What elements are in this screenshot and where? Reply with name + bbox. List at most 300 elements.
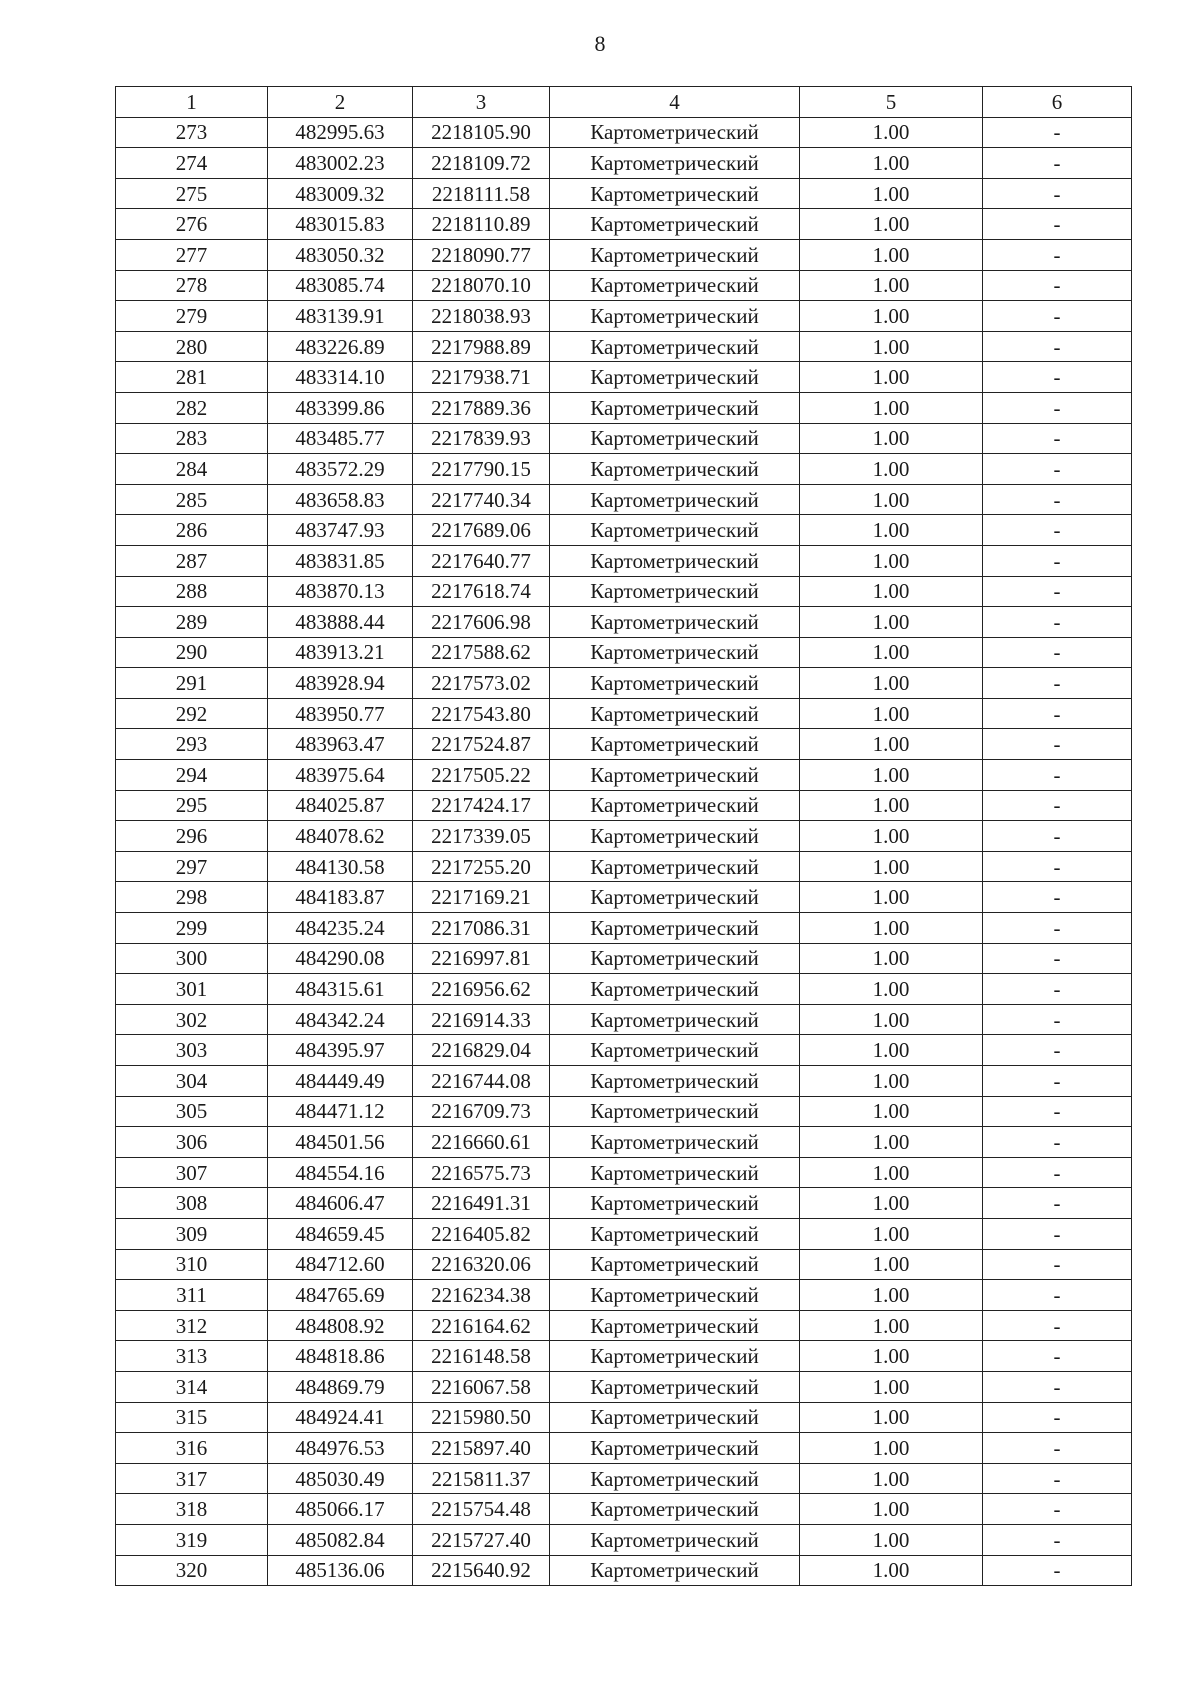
- method-cell: Картометрический: [550, 1494, 800, 1525]
- y-coordinate-cell: 2215754.48: [413, 1494, 550, 1525]
- method-cell: Картометрический: [550, 913, 800, 944]
- x-coordinate-cell: 484808.92: [268, 1310, 413, 1341]
- y-coordinate-cell: 2218070.10: [413, 270, 550, 301]
- note-cell: -: [983, 1433, 1132, 1464]
- table-body: [116, 117, 1132, 1586]
- note-cell: -: [983, 1524, 1132, 1555]
- note-cell: -: [983, 1249, 1132, 1280]
- note-cell: -: [983, 1096, 1132, 1127]
- table-row: [116, 1341, 1132, 1372]
- note-cell: -: [983, 178, 1132, 209]
- y-coordinate-cell: 2215640.92: [413, 1555, 550, 1586]
- table-row: [116, 1280, 1132, 1311]
- y-coordinate-cell: 2217588.62: [413, 637, 550, 668]
- accuracy-cell: 1.00: [800, 209, 983, 240]
- accuracy-cell: 1.00: [800, 148, 983, 179]
- method-cell: Картометрический: [550, 851, 800, 882]
- point-number-cell: 300: [116, 943, 268, 974]
- table-row: [116, 668, 1132, 699]
- accuracy-cell: 1.00: [800, 974, 983, 1005]
- table-row: [116, 545, 1132, 576]
- note-cell: -: [983, 913, 1132, 944]
- point-number-cell: 304: [116, 1066, 268, 1097]
- table-row: [116, 362, 1132, 393]
- y-coordinate-cell: 2216234.38: [413, 1280, 550, 1311]
- table-row: [116, 423, 1132, 454]
- x-coordinate-cell: 484183.87: [268, 882, 413, 913]
- point-number-cell: 274: [116, 148, 268, 179]
- table-row: [116, 1249, 1132, 1280]
- method-cell: Картометрический: [550, 515, 800, 546]
- method-cell: Картометрический: [550, 1280, 800, 1311]
- point-number-cell: 275: [116, 178, 268, 209]
- method-cell: Картометрический: [550, 1096, 800, 1127]
- table-row: [116, 484, 1132, 515]
- accuracy-cell: 1.00: [800, 913, 983, 944]
- table-row: [116, 1402, 1132, 1433]
- y-coordinate-cell: 2218090.77: [413, 239, 550, 270]
- y-coordinate-cell: 2217839.93: [413, 423, 550, 454]
- note-cell: -: [983, 1463, 1132, 1494]
- point-number-cell: 282: [116, 392, 268, 423]
- accuracy-cell: 1.00: [800, 362, 983, 393]
- note-cell: -: [983, 484, 1132, 515]
- y-coordinate-cell: 2217169.21: [413, 882, 550, 913]
- accuracy-cell: 1.00: [800, 668, 983, 699]
- x-coordinate-cell: 484924.41: [268, 1402, 413, 1433]
- table-row: [116, 117, 1132, 148]
- point-number-cell: 294: [116, 760, 268, 791]
- x-coordinate-cell: 483399.86: [268, 392, 413, 423]
- x-coordinate-cell: 484501.56: [268, 1127, 413, 1158]
- note-cell: -: [983, 1157, 1132, 1188]
- table-row: [116, 974, 1132, 1005]
- method-cell: Картометрический: [550, 1157, 800, 1188]
- method-cell: Картометрический: [550, 760, 800, 791]
- x-coordinate-cell: 483002.23: [268, 148, 413, 179]
- point-number-cell: 277: [116, 239, 268, 270]
- x-coordinate-cell: 484869.79: [268, 1371, 413, 1402]
- x-coordinate-cell: 484554.16: [268, 1157, 413, 1188]
- table-row: [116, 607, 1132, 638]
- point-number-cell: 276: [116, 209, 268, 240]
- y-coordinate-cell: 2216164.62: [413, 1310, 550, 1341]
- point-number-cell: 285: [116, 484, 268, 515]
- method-cell: Картометрический: [550, 331, 800, 362]
- y-coordinate-cell: 2215897.40: [413, 1433, 550, 1464]
- accuracy-cell: 1.00: [800, 1157, 983, 1188]
- note-cell: -: [983, 362, 1132, 393]
- table-row: [116, 821, 1132, 852]
- method-cell: Картометрический: [550, 668, 800, 699]
- y-coordinate-cell: 2217255.20: [413, 851, 550, 882]
- y-coordinate-cell: 2218111.58: [413, 178, 550, 209]
- point-number-cell: 319: [116, 1524, 268, 1555]
- method-cell: Картометрический: [550, 974, 800, 1005]
- point-number-cell: 290: [116, 637, 268, 668]
- point-number-cell: 281: [116, 362, 268, 393]
- point-number-cell: 320: [116, 1555, 268, 1586]
- x-coordinate-cell: 484659.45: [268, 1218, 413, 1249]
- x-coordinate-cell: 483831.85: [268, 545, 413, 576]
- table-row: [116, 576, 1132, 607]
- table-row: [116, 1035, 1132, 1066]
- y-coordinate-cell: 2216067.58: [413, 1371, 550, 1402]
- note-cell: -: [983, 1035, 1132, 1066]
- method-cell: Картометрический: [550, 637, 800, 668]
- accuracy-cell: 1.00: [800, 392, 983, 423]
- table-row: [116, 454, 1132, 485]
- y-coordinate-cell: 2217618.74: [413, 576, 550, 607]
- accuracy-cell: 1.00: [800, 821, 983, 852]
- note-cell: -: [983, 209, 1132, 240]
- table-row: [116, 392, 1132, 423]
- method-cell: Картометрический: [550, 1004, 800, 1035]
- table-row: [116, 1096, 1132, 1127]
- y-coordinate-cell: 2218109.72: [413, 148, 550, 179]
- accuracy-cell: 1.00: [800, 301, 983, 332]
- method-cell: Картометрический: [550, 117, 800, 148]
- x-coordinate-cell: 484315.61: [268, 974, 413, 1005]
- y-coordinate-cell: 2216744.08: [413, 1066, 550, 1097]
- accuracy-cell: 1.00: [800, 1402, 983, 1433]
- point-number-cell: 292: [116, 698, 268, 729]
- y-coordinate-cell: 2218038.93: [413, 301, 550, 332]
- point-number-cell: 313: [116, 1341, 268, 1372]
- x-coordinate-cell: 482995.63: [268, 117, 413, 148]
- x-coordinate-cell: 484449.49: [268, 1066, 413, 1097]
- accuracy-cell: 1.00: [800, 270, 983, 301]
- column-header: 3: [413, 87, 550, 118]
- accuracy-cell: 1.00: [800, 117, 983, 148]
- note-cell: -: [983, 1127, 1132, 1158]
- note-cell: -: [983, 698, 1132, 729]
- table-row: [116, 1433, 1132, 1464]
- accuracy-cell: 1.00: [800, 1280, 983, 1311]
- method-cell: Картометрический: [550, 1555, 800, 1586]
- accuracy-cell: 1.00: [800, 1096, 983, 1127]
- note-cell: -: [983, 821, 1132, 852]
- method-cell: Картометрический: [550, 821, 800, 852]
- method-cell: Картометрический: [550, 1433, 800, 1464]
- table-row: [116, 1066, 1132, 1097]
- accuracy-cell: 1.00: [800, 423, 983, 454]
- point-number-cell: 296: [116, 821, 268, 852]
- note-cell: -: [983, 1371, 1132, 1402]
- y-coordinate-cell: 2218110.89: [413, 209, 550, 240]
- note-cell: -: [983, 637, 1132, 668]
- y-coordinate-cell: 2215980.50: [413, 1402, 550, 1433]
- table-row: [116, 515, 1132, 546]
- method-cell: Картометрический: [550, 698, 800, 729]
- column-header: 1: [116, 87, 268, 118]
- accuracy-cell: 1.00: [800, 729, 983, 760]
- y-coordinate-cell: 2216956.62: [413, 974, 550, 1005]
- coordinates-table: [115, 86, 1132, 1586]
- point-number-cell: 312: [116, 1310, 268, 1341]
- point-number-cell: 309: [116, 1218, 268, 1249]
- method-cell: Картометрический: [550, 209, 800, 240]
- x-coordinate-cell: 484130.58: [268, 851, 413, 882]
- method-cell: Картометрический: [550, 1371, 800, 1402]
- y-coordinate-cell: 2217689.06: [413, 515, 550, 546]
- note-cell: -: [983, 1066, 1132, 1097]
- column-header: 5: [800, 87, 983, 118]
- method-cell: Картометрический: [550, 1249, 800, 1280]
- x-coordinate-cell: 483870.13: [268, 576, 413, 607]
- accuracy-cell: 1.00: [800, 454, 983, 485]
- table-row: [116, 178, 1132, 209]
- note-cell: -: [983, 882, 1132, 913]
- x-coordinate-cell: 484290.08: [268, 943, 413, 974]
- y-coordinate-cell: 2217640.77: [413, 545, 550, 576]
- note-cell: -: [983, 1341, 1132, 1372]
- point-number-cell: 318: [116, 1494, 268, 1525]
- accuracy-cell: 1.00: [800, 882, 983, 913]
- method-cell: Картометрический: [550, 362, 800, 393]
- table-row: [116, 1310, 1132, 1341]
- x-coordinate-cell: 485066.17: [268, 1494, 413, 1525]
- method-cell: Картометрический: [550, 1310, 800, 1341]
- x-coordinate-cell: 484235.24: [268, 913, 413, 944]
- table-row: [116, 1555, 1132, 1586]
- method-cell: Картометрический: [550, 1188, 800, 1219]
- accuracy-cell: 1.00: [800, 943, 983, 974]
- x-coordinate-cell: 483913.21: [268, 637, 413, 668]
- accuracy-cell: 1.00: [800, 515, 983, 546]
- note-cell: -: [983, 270, 1132, 301]
- y-coordinate-cell: 2217740.34: [413, 484, 550, 515]
- note-cell: -: [983, 576, 1132, 607]
- x-coordinate-cell: 484471.12: [268, 1096, 413, 1127]
- method-cell: Картометрический: [550, 1402, 800, 1433]
- x-coordinate-cell: 484712.60: [268, 1249, 413, 1280]
- table-row: [116, 331, 1132, 362]
- y-coordinate-cell: 2217543.80: [413, 698, 550, 729]
- accuracy-cell: 1.00: [800, 545, 983, 576]
- method-cell: Картометрический: [550, 148, 800, 179]
- page-number: 8: [594, 31, 606, 56]
- accuracy-cell: 1.00: [800, 1341, 983, 1372]
- point-number-cell: 303: [116, 1035, 268, 1066]
- point-number-cell: 293: [116, 729, 268, 760]
- table-row: [116, 1463, 1132, 1494]
- x-coordinate-cell: 483950.77: [268, 698, 413, 729]
- point-number-cell: 308: [116, 1188, 268, 1219]
- y-coordinate-cell: 2215727.40: [413, 1524, 550, 1555]
- accuracy-cell: 1.00: [800, 239, 983, 270]
- y-coordinate-cell: 2217938.71: [413, 362, 550, 393]
- point-number-cell: 306: [116, 1127, 268, 1158]
- table-row: [116, 943, 1132, 974]
- point-number-cell: 301: [116, 974, 268, 1005]
- method-cell: Картометрический: [550, 882, 800, 913]
- point-number-cell: 291: [116, 668, 268, 699]
- note-cell: -: [983, 668, 1132, 699]
- point-number-cell: 286: [116, 515, 268, 546]
- method-cell: Картометрический: [550, 392, 800, 423]
- table-row: [116, 760, 1132, 791]
- column-header: 2: [268, 87, 413, 118]
- point-number-cell: 302: [116, 1004, 268, 1035]
- method-cell: Картометрический: [550, 484, 800, 515]
- y-coordinate-cell: 2217988.89: [413, 331, 550, 362]
- table-row: [116, 239, 1132, 270]
- table-row: [116, 851, 1132, 882]
- y-coordinate-cell: 2217086.31: [413, 913, 550, 944]
- method-cell: Картометрический: [550, 454, 800, 485]
- point-number-cell: 298: [116, 882, 268, 913]
- note-cell: -: [983, 1280, 1132, 1311]
- table-row: [116, 1371, 1132, 1402]
- y-coordinate-cell: 2216405.82: [413, 1218, 550, 1249]
- note-cell: -: [983, 1555, 1132, 1586]
- table-row: [116, 301, 1132, 332]
- method-cell: Картометрический: [550, 178, 800, 209]
- accuracy-cell: 1.00: [800, 851, 983, 882]
- y-coordinate-cell: 2217339.05: [413, 821, 550, 852]
- y-coordinate-cell: 2216575.73: [413, 1157, 550, 1188]
- x-coordinate-cell: 483485.77: [268, 423, 413, 454]
- point-number-cell: 295: [116, 790, 268, 821]
- point-number-cell: 283: [116, 423, 268, 454]
- y-coordinate-cell: 2218105.90: [413, 117, 550, 148]
- accuracy-cell: 1.00: [800, 1524, 983, 1555]
- x-coordinate-cell: 483050.32: [268, 239, 413, 270]
- table-row: [116, 1524, 1132, 1555]
- accuracy-cell: 1.00: [800, 1035, 983, 1066]
- accuracy-cell: 1.00: [800, 1463, 983, 1494]
- table-row: [116, 209, 1132, 240]
- x-coordinate-cell: 484342.24: [268, 1004, 413, 1035]
- x-coordinate-cell: 483888.44: [268, 607, 413, 638]
- point-number-cell: 297: [116, 851, 268, 882]
- y-coordinate-cell: 2217524.87: [413, 729, 550, 760]
- x-coordinate-cell: 483139.91: [268, 301, 413, 332]
- method-cell: Картометрический: [550, 1524, 800, 1555]
- method-cell: Картометрический: [550, 239, 800, 270]
- table-row: [116, 1127, 1132, 1158]
- x-coordinate-cell: 483658.83: [268, 484, 413, 515]
- y-coordinate-cell: 2216148.58: [413, 1341, 550, 1372]
- x-coordinate-cell: 485082.84: [268, 1524, 413, 1555]
- y-coordinate-cell: 2216709.73: [413, 1096, 550, 1127]
- accuracy-cell: 1.00: [800, 331, 983, 362]
- accuracy-cell: 1.00: [800, 1310, 983, 1341]
- accuracy-cell: 1.00: [800, 1371, 983, 1402]
- point-number-cell: 284: [116, 454, 268, 485]
- y-coordinate-cell: 2217790.15: [413, 454, 550, 485]
- note-cell: -: [983, 1402, 1132, 1433]
- y-coordinate-cell: 2216997.81: [413, 943, 550, 974]
- x-coordinate-cell: 483572.29: [268, 454, 413, 485]
- table-row: [116, 637, 1132, 668]
- method-cell: Картометрический: [550, 1463, 800, 1494]
- x-coordinate-cell: 483928.94: [268, 668, 413, 699]
- table-row: [116, 1157, 1132, 1188]
- x-coordinate-cell: 484976.53: [268, 1433, 413, 1464]
- accuracy-cell: 1.00: [800, 1433, 983, 1464]
- accuracy-cell: 1.00: [800, 576, 983, 607]
- point-number-cell: 278: [116, 270, 268, 301]
- method-cell: Картометрический: [550, 301, 800, 332]
- method-cell: Картометрический: [550, 545, 800, 576]
- x-coordinate-cell: 484606.47: [268, 1188, 413, 1219]
- accuracy-cell: 1.00: [800, 1004, 983, 1035]
- accuracy-cell: 1.00: [800, 1218, 983, 1249]
- point-number-cell: 288: [116, 576, 268, 607]
- method-cell: Картометрический: [550, 1127, 800, 1158]
- note-cell: -: [983, 392, 1132, 423]
- note-cell: -: [983, 729, 1132, 760]
- method-cell: Картометрический: [550, 729, 800, 760]
- point-number-cell: 305: [116, 1096, 268, 1127]
- x-coordinate-cell: 483975.64: [268, 760, 413, 791]
- y-coordinate-cell: 2217573.02: [413, 668, 550, 699]
- table-row: [116, 1188, 1132, 1219]
- accuracy-cell: 1.00: [800, 1066, 983, 1097]
- accuracy-cell: 1.00: [800, 178, 983, 209]
- method-cell: Картометрический: [550, 423, 800, 454]
- y-coordinate-cell: 2216491.31: [413, 1188, 550, 1219]
- note-cell: -: [983, 1004, 1132, 1035]
- y-coordinate-cell: 2217606.98: [413, 607, 550, 638]
- header-row: [116, 87, 1132, 118]
- method-cell: Картометрический: [550, 1218, 800, 1249]
- point-number-cell: 310: [116, 1249, 268, 1280]
- y-coordinate-cell: 2217505.22: [413, 760, 550, 791]
- note-cell: -: [983, 1310, 1132, 1341]
- method-cell: Картометрический: [550, 1035, 800, 1066]
- table-row: [116, 913, 1132, 944]
- accuracy-cell: 1.00: [800, 637, 983, 668]
- point-number-cell: 287: [116, 545, 268, 576]
- method-cell: Картометрический: [550, 607, 800, 638]
- point-number-cell: 314: [116, 1371, 268, 1402]
- x-coordinate-cell: 484025.87: [268, 790, 413, 821]
- column-header: 6: [983, 87, 1132, 118]
- point-number-cell: 307: [116, 1157, 268, 1188]
- note-cell: -: [983, 454, 1132, 485]
- point-number-cell: 289: [116, 607, 268, 638]
- accuracy-cell: 1.00: [800, 484, 983, 515]
- table-row: [116, 882, 1132, 913]
- note-cell: -: [983, 1188, 1132, 1219]
- point-number-cell: 316: [116, 1433, 268, 1464]
- point-number-cell: 311: [116, 1280, 268, 1311]
- note-cell: -: [983, 760, 1132, 791]
- y-coordinate-cell: 2216320.06: [413, 1249, 550, 1280]
- table-row: [116, 270, 1132, 301]
- note-cell: -: [983, 1494, 1132, 1525]
- x-coordinate-cell: 484818.86: [268, 1341, 413, 1372]
- table-row: [116, 1218, 1132, 1249]
- x-coordinate-cell: 483226.89: [268, 331, 413, 362]
- method-cell: Картометрический: [550, 943, 800, 974]
- table-row: [116, 729, 1132, 760]
- y-coordinate-cell: 2217889.36: [413, 392, 550, 423]
- note-cell: -: [983, 974, 1132, 1005]
- note-cell: -: [983, 790, 1132, 821]
- accuracy-cell: 1.00: [800, 1188, 983, 1219]
- x-coordinate-cell: 483085.74: [268, 270, 413, 301]
- x-coordinate-cell: 484765.69: [268, 1280, 413, 1311]
- note-cell: -: [983, 331, 1132, 362]
- point-number-cell: 280: [116, 331, 268, 362]
- note-cell: -: [983, 301, 1132, 332]
- note-cell: -: [983, 943, 1132, 974]
- accuracy-cell: 1.00: [800, 698, 983, 729]
